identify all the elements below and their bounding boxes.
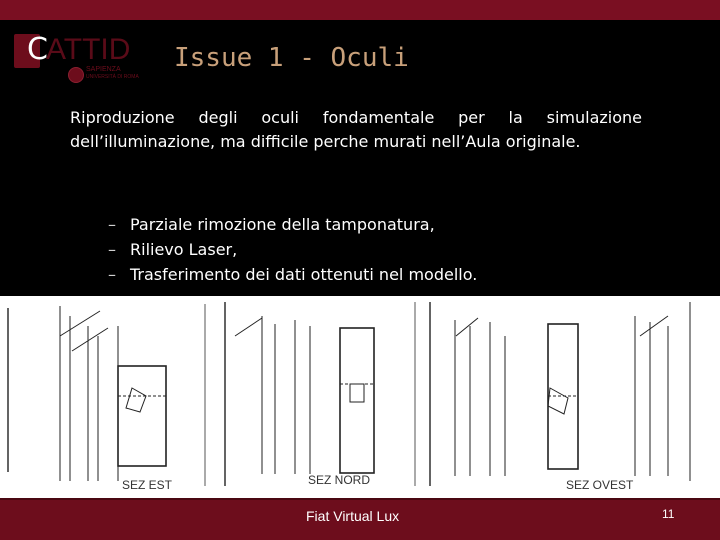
slide-paragraph: Riproduzione degli oculi fondamentale per la simulazione dell’illuminazione, ma difficile perche murati nell’Aula originale. [70, 108, 642, 151]
bullet-list [108, 212, 477, 287]
bullet-marker: – [108, 215, 116, 234]
section-panel-est [0, 296, 215, 500]
slide-title: Issue 1 - Oculi [174, 43, 409, 73]
bullet-marker: – [108, 240, 116, 259]
bullet-item [108, 212, 477, 237]
section-label-nord: SEZ NORD [308, 473, 371, 487]
footer-text: Fiat Virtual Lux [306, 508, 400, 524]
bullet-text: Rilievo Laser, [130, 240, 238, 259]
bullet-item [108, 237, 477, 262]
logo-letter: C [27, 32, 48, 67]
bullet-item [108, 262, 477, 287]
section-label-est: SEZ EST [122, 478, 173, 492]
logo-university: SAPIENZA [86, 66, 121, 73]
top-bar [0, 0, 720, 20]
university-seal-icon [68, 67, 84, 83]
logo-name: ATTID [46, 33, 131, 66]
bullet-marker: – [108, 265, 116, 284]
section-drawings [0, 296, 720, 500]
bullet-text: Trasferimento dei dati ottenuti nel modello. [130, 265, 478, 284]
section-label-ovest: SEZ OVEST [566, 478, 634, 492]
page-number: 11 [662, 507, 675, 521]
section-panel-nord [215, 296, 425, 500]
section-panel-ovest [425, 296, 720, 500]
logo-university-sub: UNIVERSITÀ DI ROMA [86, 74, 139, 80]
bullet-text: Parziale rimozione della tamponatura, [130, 215, 435, 234]
